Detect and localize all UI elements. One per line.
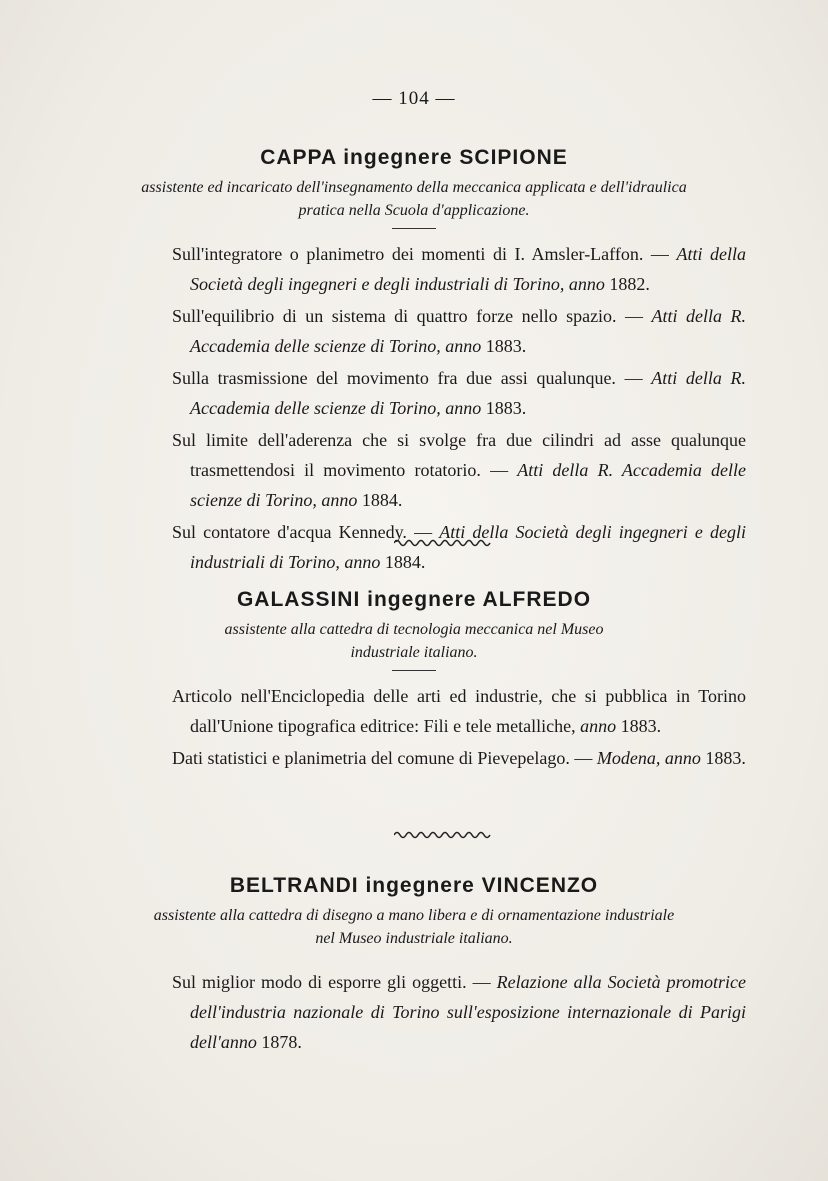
bibliography-entry: Sull'integratore o planimetro dei momenti di I. Amsler-Laffon. — Atti della Società degli ingegneri e degli industriali di Torino, anno 1882. [172,244,746,294]
wavy-separator [394,830,494,840]
bibliography-entry: Articolo nell'Enciclopedia delle arti ed industrie, che si pubblica in Torino dall'Unione tipografica editrice: Fili e tele metalliche, anno 1883. [172,686,746,736]
divider-rule [392,228,436,229]
bibliography-entry: Sull'equilibrio di un sistema di quattro forze nello spazio. — Atti della R. Accademia delle scienze di Torino, anno 1883. [172,306,747,356]
wavy-separator [394,538,494,548]
author-role: assistente ed incaricato dell'insegnamento della meccanica applicata e dell'idraulica pratica nella Scuola d'applicazione. [141,179,687,219]
bibliography-entry: Sul limite dell'aderenza che si svolge fra due cilindri ad asse qualunque trasmettendosi il movimento rotatorio. — Atti della R. Accademia delle scienze di Torino, anno 1884. [172,430,747,510]
bibliography-entry: Sul contatore d'acqua Kennedy. — Atti della Società degli ingegneri e degli industriali di Torino, anno 1884. [172,522,747,572]
bibliography-entry: Sulla trasmissione del movimento fra due assi qualunque. — Atti della R. Accademia delle scienze di Torino, anno 1883. [172,368,747,418]
author-heading: GALASSINI ingegnere ALFREDO [236,588,592,611]
section-galassini [0,588,828,773]
author-role: assistente alla cattedra di tecnologia meccanica nel Museo industriale italiano. [224,621,604,661]
page-number: — 104 — [372,88,456,109]
bibliography-entry: Sul miglior modo di esporre gli oggetti. — Relazione alla Società promotrice dell'industria nazionale di Torino sull'esposizione internazionale di Parigi dell'anno 1878. [172,972,747,1052]
bibliography-entry: Dati statistici e planimetria del comune di Pievepelago. — Modena, anno 1883. [172,748,746,768]
author-heading: BELTRANDI ingegnere VINCENZO [229,874,599,897]
divider-rule [392,670,436,671]
section-cappa [0,146,828,577]
author-heading: CAPPA ingegnere SCIPIONE [260,146,568,169]
section-beltrandi [0,874,828,1057]
author-role: assistente alla cattedra di disegno a mano libera e di ornamentazione industriale nel Museo industriale italiano. [153,907,675,947]
